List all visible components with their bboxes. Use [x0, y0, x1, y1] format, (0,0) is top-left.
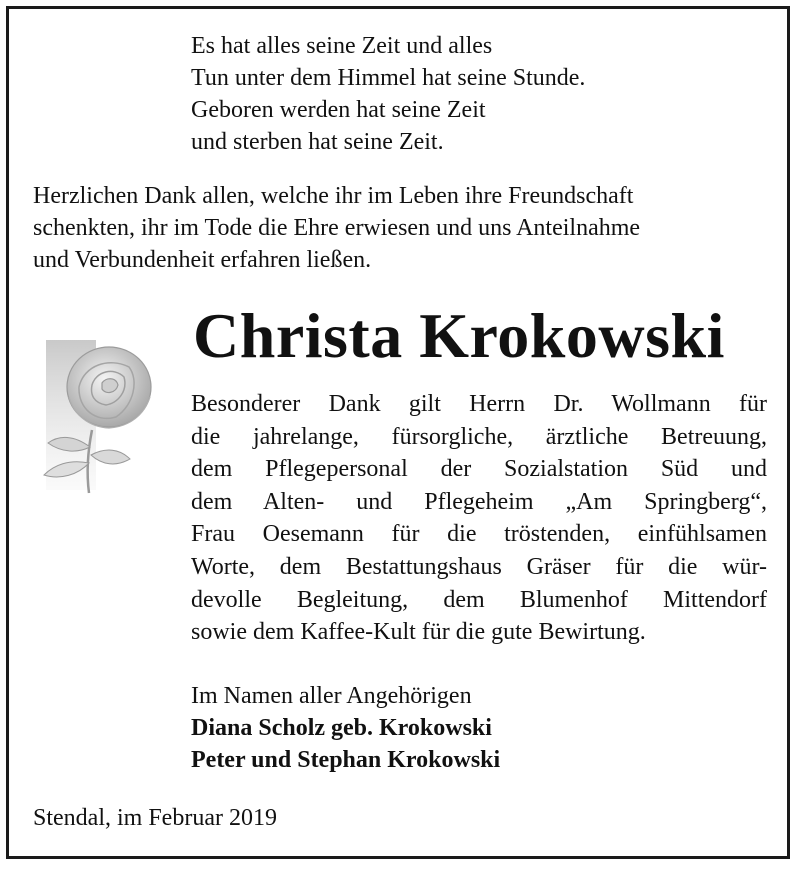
bible-verse [191, 30, 585, 158]
family-intro: Im Namen aller Angehörigen [191, 683, 472, 709]
family-signature [191, 680, 500, 776]
rose-icon [34, 335, 159, 495]
special-thanks-line: sowie dem Kaffee-Kult für die gute Bewirtung. [191, 619, 646, 646]
special-thanks-line: devolle Begleitung, dem Blumenhof Mittendorf [191, 586, 767, 613]
thanks-line: Herzlichen Dank allen, welche ihr im Leben ihre Freundschaft [33, 183, 634, 209]
general-thanks [33, 180, 768, 276]
special-thanks-line: dem Alten- und Pflegeheim „Am Springberg“, [191, 488, 767, 515]
special-thanks-line: die jahrelange, fürsorgliche, ärztliche Betreuung, [191, 423, 767, 450]
thanks-line: schenkten, ihr im Tode die Ehre erwiesen und uns Anteilnahme [33, 215, 641, 241]
family-member: Diana Scholz geb. Krokowski [191, 715, 492, 741]
place-date: Stendal, im Februar 2019 [33, 805, 277, 831]
verse-line: Es hat alles seine Zeit und alles [191, 33, 493, 59]
special-thanks-line: dem Pflegepersonal der Sozialstation Süd und [191, 456, 767, 483]
deceased-name: Christa Krokowski [193, 300, 725, 371]
verse-line: Geboren werden hat seine Zeit [191, 97, 486, 123]
verse-line: und sterben hat seine Zeit. [191, 129, 444, 155]
thanks-line: und Verbundenheit erfahren ließen. [33, 247, 372, 273]
special-thanks-line: Worte, dem Bestattungshaus Gräser für die wür- [191, 553, 767, 580]
special-thanks [191, 388, 767, 649]
verse-line: Tun unter dem Himmel hat seine Stunde. [191, 65, 586, 91]
special-thanks-line: Frau Oesemann für die tröstenden, einfühlsamen [191, 521, 767, 548]
family-member: Peter und Stephan Krokowski [191, 747, 501, 773]
special-thanks-line: Besonderer Dank gilt Herrn Dr. Wollmann für [191, 391, 767, 417]
